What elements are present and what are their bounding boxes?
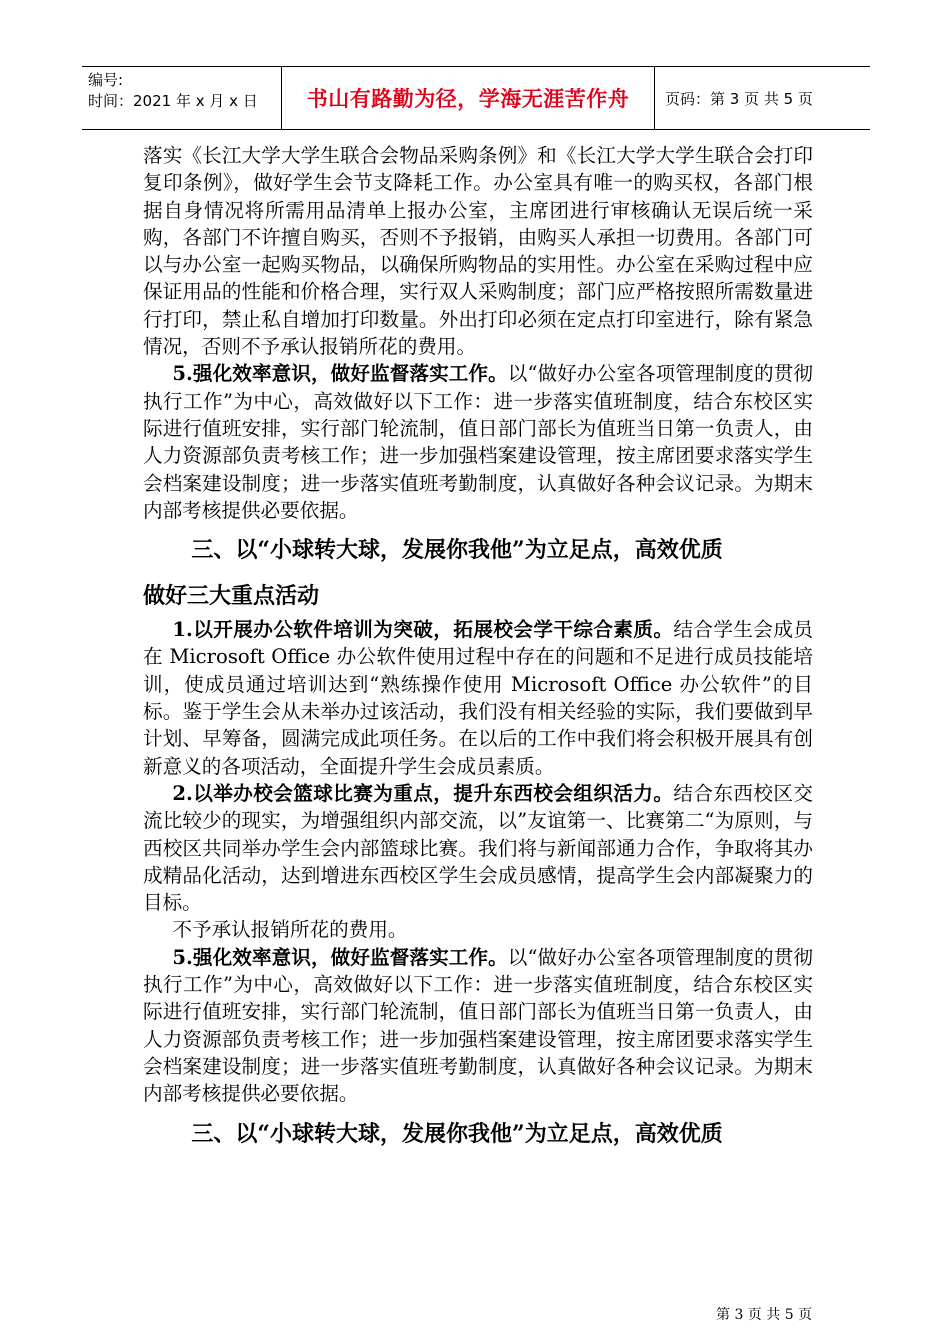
doc-date: 时间：2021 年 x 月 x 日 bbox=[88, 92, 258, 110]
paragraph-text: 结合东西校区交流比较少的现实，为增强组织内部交流，以”友谊第一、比赛第二“为原则，与西校区共同举办学生会内部篮球比赛。我们将与新闻部通力合作，争取将其办成精品化活动，达到增进东西校区学生会成员感情，提高学生会内部凝聚力的目标。 bbox=[143, 781, 813, 915]
page-footer: 第 3 页 共 5 页 bbox=[716, 1307, 813, 1323]
page-header bbox=[82, 66, 870, 130]
paragraph-heading: 1.以开展办公软件培训为突破，拓展校会学干综合素质。 bbox=[172, 618, 674, 642]
doc-number-label: 编号: bbox=[88, 71, 124, 89]
section-heading: 三、以“小球转大球，发展你我他”为立足点，高效优质 bbox=[191, 537, 723, 564]
document-body bbox=[143, 142, 813, 1154]
paragraph-heading: 2.以举办校会篮球比赛为重点，提升东西校会组织活力。 bbox=[172, 781, 674, 805]
paragraph-text: 以“做好办公室各项管理制度的贯彻执行工作”为中心，高效做好以下工作：进一步落实值班制度，结合东校区实际进行值班安排，实行部门轮流制，值日部门部长为值班当日第一负责人，由人力资源部负责考核工作；进一步加强档案建设管理，按主席团要求落实学生会档案建设制度；进一步落实值班考勤制度，认真做好各种会议记录。为期末内部考核提供必要依据。 bbox=[143, 362, 813, 522]
paragraph-heading: 5.强化效率意识，做好监督落实工作。 bbox=[172, 362, 508, 386]
section-heading-continued: 做好三大重点活动 bbox=[143, 583, 320, 610]
paragraph-text: 结合学生会成员在 Microsoft Office 办公软件使用过程中存在的问题和不足进行成员技能培训，使成员通过培训达到“熟练操作使用 Microsoft Office 办公软件”的目标。鉴于学生会从未举办过该活动，我们没有相关经验的实际，我们要做到早计划、早筹备，圆满完成此项任务。在以后的工作中我们将会积极开展具有创新意义的各项活动，全面提升学生会成员素质。 bbox=[143, 618, 813, 778]
header-motto: 书山有路勤为径，学海无涯苦作舟 bbox=[282, 67, 655, 129]
paragraph: 不予承认报销所花的费用。 bbox=[172, 918, 408, 942]
paragraph bbox=[143, 616, 813, 780]
paragraph bbox=[143, 780, 813, 916]
header-page-code: 页码：第 3 页 共 5 页 bbox=[665, 89, 813, 108]
paragraph-text: 以“做好办公室各项管理制度的贯彻执行工作”为中心，高效做好以下工作：进一步落实值班制度，结合东校区实际进行值班安排，实行部门轮流制，值日部门部长为值班当日第一负责人，由人力资源部负责考核工作；进一步加强档案建设管理，按主席团要求落实学生会档案建设制度；进一步落实值班考勤制度，认真做好各种会议记录。为期末内部考核提供必要依据。 bbox=[143, 945, 813, 1106]
paragraph: 落实《长江大学大学生联合会物品采购条例》和《长江大学大学生联合会打印复印条例》，做好学生会节支降耗工作。办公室具有唯一的购买权，各部门根据自身情况将所需用品清单上报办公室，主席团进行审核确认无误后统一采购，各部门不许擅自购买，否则不予报销，由购买人承担一切费用。各部门可以与办公室一起购买物品，以确保所购物品的实用性。办公室在采购过程中应保证用品的性能和价格合理，实行双人采购制度；部门应严格按照所需数量进行打印，禁止私自增加打印数量。外出打印必须在定点打印室进行，除有紧急情况，否则不予承认报销所花的费用。 bbox=[143, 144, 813, 359]
section-heading: 三、以“小球转大球，发展你我他”为立足点，高效优质 bbox=[191, 1120, 723, 1147]
paragraph bbox=[143, 944, 813, 1108]
header-meta bbox=[82, 67, 282, 129]
paragraph bbox=[143, 360, 813, 524]
paragraph-heading: 5.强化效率意识，做好监督落实工作。 bbox=[172, 945, 508, 969]
